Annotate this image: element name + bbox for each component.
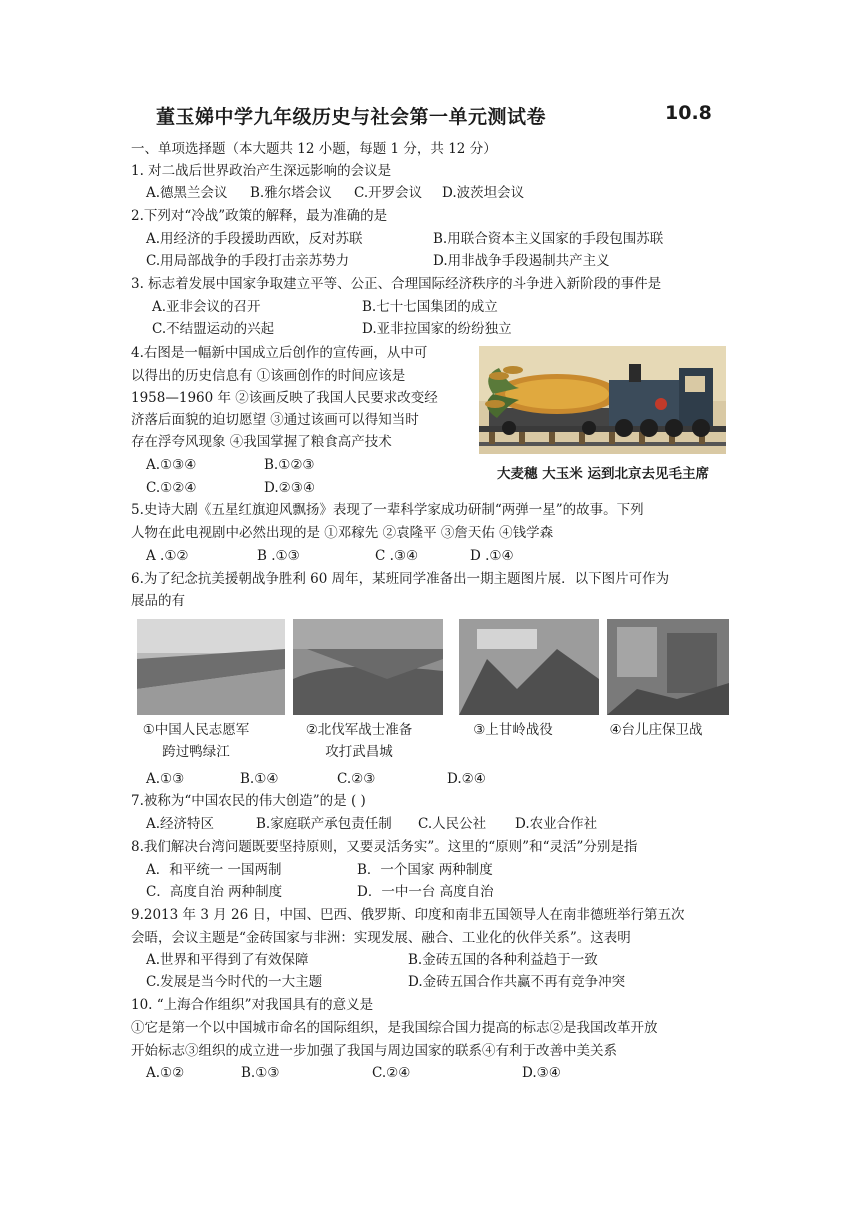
q4-line-5: 存在浮夸风现象 ④我国掌握了粮食高产技术: [131, 434, 392, 450]
poster-caption: 大麦穗 大玉米 运到北京去见毛主席: [497, 466, 709, 482]
q5-option-c: C .③④: [375, 548, 419, 564]
q5-option-b: B .①③: [257, 548, 300, 564]
q7-stem: 7.被称为“中国农民的伟大创造”的是 ( ): [131, 793, 366, 809]
q8-option-b: B．一个国家 两种制度: [357, 862, 493, 878]
q4-option-c: C.①②④: [146, 480, 197, 496]
q10-line-1: 10. “上海合作组织”对我国具有的意义是: [131, 997, 374, 1013]
q4-line-4: 济落后面貌的迫切愿望 ③通过该画可以得知当时: [131, 412, 419, 428]
q5-option-a: A .①②: [146, 548, 189, 564]
photo-2-caption-line-1: ②北伐军战士准备: [305, 722, 413, 738]
q10-option-a: A.①②: [146, 1065, 185, 1081]
photo-2-caption-line-2: 攻打武昌城: [325, 744, 393, 760]
q6-option-c: C.②③: [337, 771, 376, 787]
q7-option-b: B.家庭联产承包责任制: [256, 816, 392, 832]
photo-3-caption: ③上甘岭战役: [473, 722, 553, 738]
q1-option-d: D.波茨坦会议: [442, 185, 525, 201]
photo-4-image: [607, 619, 729, 715]
q8-option-d: D．一中一台 高度自治: [357, 884, 494, 900]
q7-option-d: D.农业合作社: [515, 816, 598, 832]
q6-photo-strip: [137, 619, 729, 715]
q6-option-d: D.②④: [447, 771, 486, 787]
q4-line-3: 1958—1960 年 ②该画反映了我国人民要求改变经: [131, 390, 438, 406]
q9-line-2: 会晤，会议主题是“金砖国家与非洲：实现发展、融合、工业化的伙伴关系”。这表明: [131, 930, 631, 946]
q6-option-b: B.①④: [240, 771, 279, 787]
q1-option-a: A.德黑兰会议: [146, 185, 228, 201]
q2-stem: 2.下列对“冷战”政策的解释，最为准确的是: [131, 208, 388, 224]
q8-option-c: C．高度自治 两种制度: [146, 884, 283, 900]
q8-stem: 8.我们解决台湾问题既要坚持原则，又要灵活务实”。这里的“原则”和“灵活”分别是指: [131, 839, 638, 855]
q3-option-a: A.亚非会议的召开: [152, 299, 261, 315]
q3-stem: 3. 标志着发展中国家争取建立平等、公正、合理国际经济秩序的斗争进入新阶段的事件是: [131, 276, 662, 292]
q10-option-d: D.③④: [522, 1065, 561, 1081]
q2-option-b: B.用联合资本主义国家的手段包围苏联: [433, 231, 664, 247]
q2-option-c: C.用局部战争的手段打击亲苏势力: [146, 253, 350, 269]
q9-option-d: D.金砖五国合作共赢不再有竞争冲突: [408, 974, 626, 990]
page-title: 董玉娣中学九年级历史与社会第一单元测试卷: [156, 106, 547, 128]
q3-option-d: D.亚非拉国家的纷纷独立: [362, 321, 512, 337]
photo-2-image: [293, 619, 443, 715]
q5-line-2: 人物在此电视剧中必然出现的是 ①邓稼先 ②袁隆平 ③詹天佑 ④钱学森: [131, 525, 554, 541]
q5-line-1: 5.史诗大剧《五星红旗迎风飘扬》表现了一辈科学家成功研制“两弹一星”的故事。下列: [131, 502, 644, 518]
q7-option-c: C.人民公社: [418, 816, 487, 832]
q7-option-a: A.经济特区: [146, 816, 215, 832]
q9-line-1: 9.2013 年 3 月 26 日，中国、巴西、俄罗斯、印度和南非五国领导人在南非德班举行第五次: [131, 907, 685, 923]
q3-option-c: C.不结盟运动的兴起: [152, 321, 275, 337]
q9-option-a: A.世界和平得到了有效保障: [146, 952, 309, 968]
q6-line-1: 6.为了纪念抗美援朝战争胜利 60 周年，某班同学准备出一期主题图片展．以下图片可作为: [131, 571, 670, 587]
q2-option-d: D.用非战争手段遏制共产主义: [433, 253, 610, 269]
q10-option-b: B.①③: [241, 1065, 280, 1081]
photo-1-caption-line-2: 跨过鸭绿江: [162, 744, 230, 760]
q6-line-2: 展品的有: [131, 593, 185, 609]
photo-4-caption: ④台儿庄保卫战: [609, 722, 703, 738]
q4-option-a: A.①③④: [146, 457, 197, 473]
propaganda-poster-image: [479, 346, 726, 454]
section-heading: 一、单项选择题（本大题共 12 小题，每题 1 分，共 12 分）: [131, 141, 497, 157]
q6-option-a: A.①③: [146, 771, 185, 787]
q10-line-3: 开始标志③组织的成立进一步加强了我国与周边国家的联系④有利于改善中美关系: [131, 1043, 617, 1059]
photo-3-image: [459, 619, 599, 715]
q4-line-2: 以得出的历史信息有 ①该画创作的时间应该是: [131, 368, 406, 384]
q9-option-b: B.金砖五国的各种利益趋于一致: [408, 952, 598, 968]
q4-option-b: B.①②③: [264, 457, 315, 473]
exam-date: 10.8: [665, 102, 712, 124]
q8-option-a: A．和平统一 一国两制: [146, 862, 282, 878]
q10-line-2: ①它是第一个以中国城市命名的国际组织，是我国综合国力提高的标志②是我国改革开放: [131, 1020, 658, 1036]
q5-option-d: D .①④: [470, 548, 514, 564]
q4-line-1: 4.右图是一幅新中国成立后创作的宣传画，从中可: [131, 345, 428, 361]
photo-1-image: [137, 619, 285, 715]
q1-option-c: C.开罗会议: [354, 185, 423, 201]
q1-option-b: B.雅尔塔会议: [250, 185, 332, 201]
q9-option-c: C.发展是当今时代的一大主题: [146, 974, 323, 990]
q10-option-c: C.②④: [372, 1065, 411, 1081]
q4-option-d: D.②③④: [264, 480, 315, 496]
photo-1-caption-line-1: ①中国人民志愿军: [142, 722, 250, 738]
q1-stem: 1. 对二战后世界政治产生深远影响的会议是: [131, 163, 392, 179]
q3-option-b: B.七十七国集团的成立: [362, 299, 498, 315]
q2-option-a: A.用经济的手段援助西欧，反对苏联: [146, 231, 363, 247]
